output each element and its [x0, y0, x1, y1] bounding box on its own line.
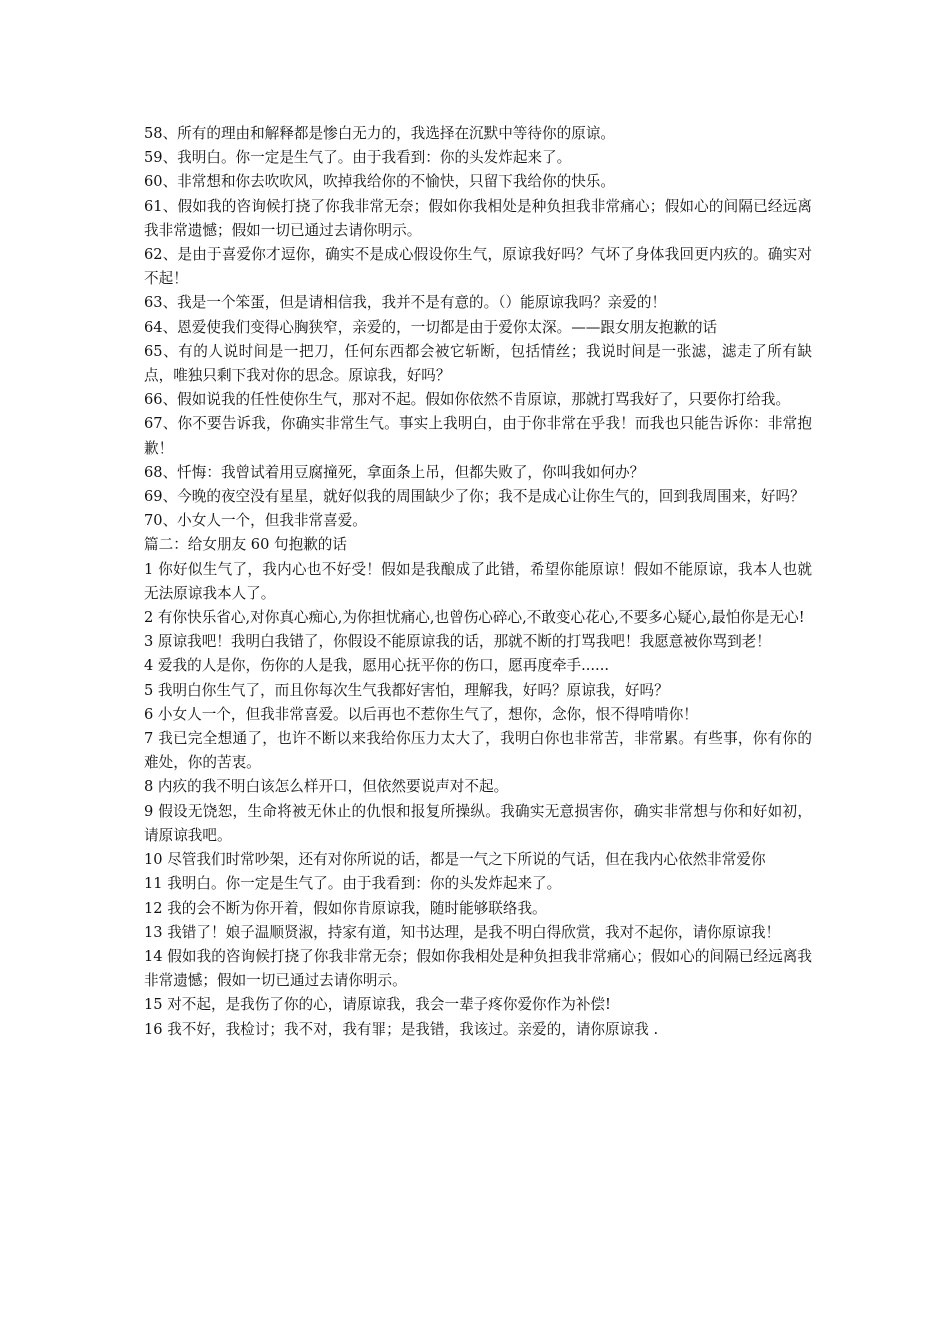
paragraph-s2-16: 16 我不好，我检讨；我不对，我有罪；是我错，我该过。亲爱的，请你原谅我 . [144, 1020, 659, 1038]
paragraph-60: 60、非常想和你去吹吹风，吹掉我给你的不愉快，只留下我给你的快乐。 [144, 173, 615, 191]
paragraph-65: 65、有的人说时间是一把刀，任何东西都会被它斩断，包括情丝；我说时间是一张滤，滤走了所有缺点，唯独只剩下我对你的思念。原谅我，好吗？ [144, 342, 812, 385]
paragraph-68: 68、忏悔：我曾试着用豆腐撞死，拿面条上吊，但都失败了，你叫我如何办？ [144, 463, 645, 481]
paragraph-64: 64、恩爱使我们变得心胸狭窄，亲爱的，一切都是由于爱你太深。——跟女朋友抱歉的话 [144, 318, 718, 336]
paragraph-s2-10: 10 尽管我们时常吵架，还有对你所说的话，都是一气之下所说的气话，但在我内心依然非常爱你 [144, 851, 766, 869]
document-body [144, 122, 812, 1042]
paragraph-s2-7: 7 我已完全想通了，也许不断以来我给你压力太大了，我明白你也非常苦，非常累。有些事，你有你的难处，你的苦衷。 [144, 730, 812, 772]
paragraph-63: 63、我是一个笨蛋，但是请相信我，我并不是有意的。（）能原谅我吗？亲爱的！ [144, 294, 667, 312]
paragraph-s2-8: 8 内疚的我不明白该怎么样开口，但依然要说声对不起。 [144, 778, 509, 796]
paragraph-61: 61、假如我的咨询候打挠了你我非常无奈；假如你我相处是种负担我非常痛心；假如心的间隔已经远离我非常遗憾；假如一切已通过去请你明示。 [144, 197, 812, 239]
paragraph-s2-5: 5 我明白你生气了，而且你每次生气我都好害怕，理解我，好吗？原谅我，好吗？ [144, 681, 669, 699]
paragraph-s2-6: 6 小女人一个，但我非常喜爱。以后再也不惹你生气了，想你，念你，恨不得啃啃你！ [144, 705, 698, 723]
paragraph-58: 58、所有的理由和解释都是惨白无力的，我选择在沉默中等待你的原谅。 [144, 125, 615, 142]
paragraph-s2-9: 9 假设无饶恕，生命将被无休止的仇恨和报复所操纵。我确实无意损害你，确实非常想与你和好如初，请原谅我吧。 [144, 802, 812, 844]
paragraph-s2-2: 2 有你快乐省心,对你真心痴心,为你担忧痛心,也曾伤心碎心,不敢变心花心,不要多心疑心,最怕你是无心! [144, 609, 805, 627]
paragraph-s2-15: 15 对不起，是我伤了你的心，请原谅我，我会一辈子疼你爱你作为补偿! [144, 996, 611, 1014]
paragraph-s2-12: 12 我的会不断为你开着，假如你肯原谅我，随时能够联络我。 [144, 899, 547, 917]
paragraph-s2-3: 3 原谅我吧！我明白我错了，你假设不能原谅我的话，那就不断的打骂我吧！我愿意被你骂到老！ [144, 633, 771, 651]
paragraph-s2-14: 14 假如我的咨询候打挠了你我非常无奈；假如你我相处是种负担我非常痛心；假如心的间隔已经远离我非常遗憾；假如一切已通过去请你明示。 [144, 947, 812, 990]
paragraph-66: 66、假如说我的任性使你生气，那对不起。假如你依然不肯原谅，那就打骂我好了，只要你打给我。 [144, 391, 791, 409]
paragraph-62: 62、是由于喜爱你才逗你，确实不是成心假设你生气，原谅我好吗？气坏了身体我回更内疚的。确实对不起！ [144, 246, 812, 288]
paragraph-69: 69、今晚的夜空没有星星，就好似我的周围缺少了你；我不是成心让你生气的，回到我周围来，好吗？ [144, 488, 805, 506]
paragraph-70: 70、小女人一个，但我非常喜爱。 [144, 512, 367, 530]
paragraph-s2-4: 4 爱我的人是你，伤你的人是我，愿用心抚平你的伤口，愿再度牵手...... [144, 657, 609, 675]
paragraph-s2-13: 13 我错了！娘子温顺贤淑，持家有道，知书达理，是我不明白得欣赏，我对不起你，请你原谅我！ [144, 923, 781, 941]
paragraph-59: 59、我明白。你一定是生气了。由于我看到：你的头发炸起来了。 [144, 149, 572, 167]
paragraph-s2-11: 11 我明白。你一定是生气了。由于我看到：你的头发炸起来了。 [144, 875, 562, 893]
section-heading: 篇二：给女朋友 60 句抱歉的话 [144, 536, 347, 554]
paragraph-67: 67、你不要告诉我，你确实非常生气。事实上我明白，由于你非常在乎我！而我也只能告诉你：非常抱歉！ [144, 415, 812, 457]
paragraph-s2-1: 1 你好似生气了，我内心也不好受！假如是我酿成了此错，希望你能原谅！假如不能原谅，我本人也就无法原谅我本人了。 [144, 560, 812, 602]
